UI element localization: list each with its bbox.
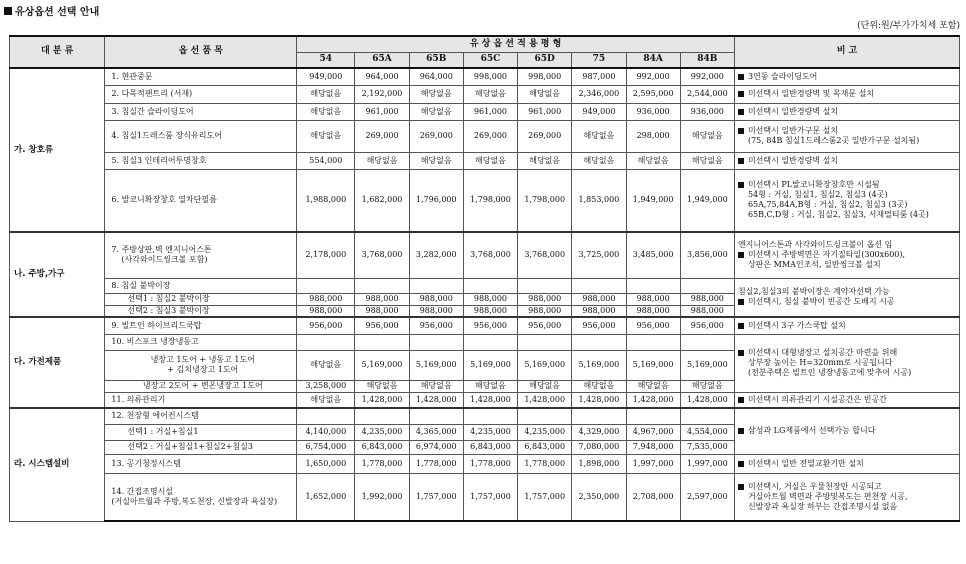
- page-title-text: 유상옵션 선택 안내: [15, 7, 100, 18]
- price-cell: 1,778,000: [518, 454, 572, 473]
- square-bullet-icon: [738, 158, 744, 164]
- square-bullet-icon: [738, 397, 744, 403]
- header-type: 54: [297, 53, 355, 69]
- price-cell: 1,428,000: [355, 392, 409, 408]
- note-cell: [734, 232, 959, 278]
- category-cell: 다. 가전제품: [10, 317, 105, 408]
- price-cell: 해당없음: [297, 85, 355, 103]
- note-cell: [734, 85, 959, 103]
- note-text: 신발장과 욕실장 하부는 간접조명시설 없음: [747, 501, 898, 511]
- item-label-text: + 김치냉장고 1도어: [167, 365, 239, 374]
- price-cell: 3,768,000: [463, 232, 517, 278]
- price-cell: 3,282,000: [409, 232, 463, 278]
- price-cell: 988,000: [518, 293, 572, 305]
- price-cell: 1,428,000: [518, 392, 572, 408]
- price-cell: 해당없음: [355, 380, 409, 392]
- price-cell: 2,544,000: [680, 85, 734, 103]
- item-label-text: (거실아트월과 주방,복도천장, 신발장과 욕실장): [111, 496, 278, 506]
- square-bullet-icon: [738, 323, 744, 329]
- table-row: [10, 85, 960, 103]
- note-text: 미선택시 주방벽면은 자기질타일(300x600),: [747, 250, 906, 260]
- price-cell: 998,000: [463, 68, 517, 85]
- price-cell: 5,169,000: [626, 350, 680, 380]
- price-cell: 해당없음: [297, 103, 355, 120]
- price-cell: 2,192,000: [355, 85, 409, 103]
- price-cell: 5,169,000: [572, 350, 626, 380]
- price-cell: 2,708,000: [626, 473, 680, 521]
- price-cell: 1,682,000: [355, 169, 409, 232]
- price-cell: 3,768,000: [518, 232, 572, 278]
- price-cell: 1,428,000: [409, 392, 463, 408]
- price-cell: 1,428,000: [463, 392, 517, 408]
- item-label: 13. 공기청정시스템: [105, 454, 297, 473]
- price-cell: 992,000: [680, 68, 734, 85]
- price-cell: 4,235,000: [463, 424, 517, 440]
- price-cell: 1,796,000: [409, 169, 463, 232]
- item-label: 6. 발코니확장창호 열차단필름: [105, 169, 297, 232]
- item-label-text: 냉장고 1도어 + 냉동고 1도어: [150, 355, 255, 364]
- price-cell: 해당없음: [572, 120, 626, 152]
- price-cell: 4,967,000: [626, 424, 680, 440]
- header-note: 비 고: [734, 36, 959, 68]
- price-cell: 1,898,000: [572, 454, 626, 473]
- price-cell: 4,329,000: [572, 424, 626, 440]
- square-bullet-icon: [738, 128, 744, 134]
- price-cell: 2,350,000: [572, 473, 626, 521]
- note-text: 삼성과 LG제품에서 선택가능 합니다: [747, 426, 876, 436]
- price-cell: 4,235,000: [355, 424, 409, 440]
- price-cell: 956,000: [626, 317, 680, 334]
- header-category: 대 분 류: [10, 36, 105, 68]
- note-text: 미선택시 일반가구문 설치: [747, 126, 839, 135]
- price-cell: 5,169,000: [463, 350, 517, 380]
- table-row: [10, 473, 960, 521]
- table-row: [10, 232, 960, 278]
- price-cell: 해당없음: [355, 152, 409, 169]
- price-cell: 936,000: [680, 103, 734, 120]
- square-bullet-icon: [738, 182, 744, 188]
- table-row: [10, 152, 960, 169]
- price-cell: 988,000: [463, 305, 517, 317]
- price-cell: 1,778,000: [355, 454, 409, 473]
- price-cell: 998,000: [518, 68, 572, 85]
- price-cell: 3,258,000: [297, 380, 355, 392]
- item-label: [105, 473, 297, 521]
- square-bullet-icon: [738, 299, 744, 305]
- note-text: 미선택시, 침실 붙박이 빈공간 도배지 시공: [747, 297, 895, 307]
- price-cell: 6,974,000: [409, 440, 463, 454]
- table-row: [10, 454, 960, 473]
- price-cell: 3,856,000: [680, 232, 734, 278]
- category-cell: 나. 주방,가구: [10, 232, 105, 317]
- table-row: [10, 408, 960, 424]
- item-label: 12. 천장형 에어컨시스템: [105, 408, 297, 424]
- item-label: 3. 침실간 슬라이딩도어: [105, 103, 297, 120]
- price-cell: 992,000: [626, 68, 680, 85]
- price-cell: 1,798,000: [518, 169, 572, 232]
- price-cell: 956,000: [680, 317, 734, 334]
- note-cell: [734, 103, 959, 120]
- price-cell: 2,346,000: [572, 85, 626, 103]
- price-cell: 4,554,000: [680, 424, 734, 440]
- price-cell: 6,843,000: [518, 440, 572, 454]
- price-cell: 964,000: [355, 68, 409, 85]
- header-type: 75: [572, 53, 626, 69]
- square-bullet-icon: [738, 428, 744, 434]
- table-row: [10, 278, 960, 293]
- table-row: [10, 120, 960, 152]
- price-cell: 2,178,000: [297, 232, 355, 278]
- note-text: 미선택시 일반경량벽 및 목재문 설치: [747, 89, 875, 98]
- price-cell: 269,000: [409, 120, 463, 152]
- price-cell: 988,000: [297, 293, 355, 305]
- price-cell: 해당없음: [680, 120, 734, 152]
- price-cell: 7,948,000: [626, 440, 680, 454]
- price-cell: 해당없음: [409, 152, 463, 169]
- price-cell: 554,000: [297, 152, 355, 169]
- item-label: 9. 빌트인 하이브리드쿡탑: [105, 317, 297, 334]
- price-cell: 956,000: [518, 317, 572, 334]
- price-cell: 해당없음: [409, 85, 463, 103]
- price-cell: 269,000: [463, 120, 517, 152]
- header-type: 65A: [355, 53, 409, 69]
- unit-note: (단위:원/부가가치세 포함): [857, 21, 960, 31]
- item-label-text: 7. 주방상판,벽 엔지니어스톤: [111, 245, 212, 255]
- price-cell: 해당없음: [572, 152, 626, 169]
- price-cell: 1,997,000: [680, 454, 734, 473]
- price-cell: 1,778,000: [463, 454, 517, 473]
- note-text: 상부장 높이는 H=320mm로 시공됩니다: [747, 358, 893, 367]
- price-cell: 988,000: [409, 305, 463, 317]
- price-cell: 988,000: [409, 293, 463, 305]
- price-cell: 해당없음: [518, 85, 572, 103]
- header-type: 65B: [409, 53, 463, 69]
- note-cell: [734, 392, 959, 408]
- price-cell: 해당없음: [518, 152, 572, 169]
- note-text: 거실아트월 벽면과 주방및복도는 편천장 시공,: [747, 491, 908, 501]
- price-cell: 해당없음: [680, 380, 734, 392]
- price-cell: 해당없음: [297, 120, 355, 152]
- note-text: (75, 84B 침실1드레스룸2곳 일반가구문 설치됨): [747, 136, 920, 145]
- price-cell: 5,169,000: [518, 350, 572, 380]
- item-label: 2. 다목적팬트리 (서재): [105, 85, 297, 103]
- price-cell: 해당없음: [409, 103, 463, 120]
- header-type: 65D: [518, 53, 572, 69]
- price-cell: 해당없음: [572, 380, 626, 392]
- item-label-text: 14. 간접조명시설: [111, 486, 174, 496]
- price-cell: 961,000: [518, 103, 572, 120]
- item-label: [105, 350, 297, 380]
- item-label: [105, 232, 297, 278]
- price-cell: 988,000: [572, 305, 626, 317]
- note-cell: [734, 454, 959, 473]
- square-bullet-icon: [738, 484, 744, 490]
- note-text: 미선택시 3구 가스쿡탑 설치: [747, 320, 846, 330]
- price-cell: 1,798,000: [463, 169, 517, 232]
- note-cell: [734, 317, 959, 334]
- price-cell: 해당없음: [463, 85, 517, 103]
- note-text: 미선택시 의류관리기 시설공간은 빈공간: [747, 394, 887, 404]
- table-row: [10, 68, 960, 85]
- price-cell: 949,000: [297, 68, 355, 85]
- price-cell: 956,000: [409, 317, 463, 334]
- price-cell: 1,949,000: [680, 169, 734, 232]
- price-cell: 6,843,000: [355, 440, 409, 454]
- price-cell: 936,000: [626, 103, 680, 120]
- price-cell: 3,485,000: [626, 232, 680, 278]
- item-label: 10. 비스포크 냉장냉동고: [105, 334, 297, 350]
- price-cell: 3,725,000: [572, 232, 626, 278]
- price-cell: 해당없음: [626, 380, 680, 392]
- price-cell: 956,000: [355, 317, 409, 334]
- note-text: 미선택시 일반경량벽 설치: [747, 106, 839, 116]
- price-cell: 956,000: [572, 317, 626, 334]
- item-label: 선택1 : 거실+침실1: [105, 424, 297, 440]
- item-label: 5. 침실3 인테리어투명창호: [105, 152, 297, 169]
- price-cell: 5,169,000: [355, 350, 409, 380]
- price-cell: 해당없음: [409, 380, 463, 392]
- price-cell: 해당없음: [626, 152, 680, 169]
- header-type-group: 유 상 옵 션 적 용 평 형: [297, 36, 735, 53]
- note-text: 미선택시 대형냉장고 설치공간 마련을 위해: [747, 348, 898, 357]
- price-cell: 1,778,000: [409, 454, 463, 473]
- table-row: [10, 169, 960, 232]
- price-cell: 956,000: [463, 317, 517, 334]
- table-row: [10, 392, 960, 408]
- price-cell: 1,992,000: [355, 473, 409, 521]
- note-cell: [734, 278, 959, 317]
- item-label: 선택2 : 거실+침실1+침실2+침실3: [105, 440, 297, 454]
- price-cell: 해당없음: [297, 350, 355, 380]
- item-label: 냉장고 2도어 + 변온냉장고 1도어: [105, 380, 297, 392]
- price-cell: 5,169,000: [680, 350, 734, 380]
- item-label: 선택1 : 침실2 붙박이장: [105, 293, 297, 305]
- square-bullet-icon: [738, 74, 744, 80]
- price-cell: 해당없음: [680, 152, 734, 169]
- price-cell: 6,754,000: [297, 440, 355, 454]
- header-item: 옵 선 품 목: [105, 36, 297, 68]
- item-label: 4. 침실1드레스룸 장식유리도어: [105, 120, 297, 152]
- note-text: 3연동 슬라이딩도어: [747, 71, 818, 81]
- price-cell: 988,000: [680, 305, 734, 317]
- category-cell: 라. 시스템설비: [10, 408, 105, 521]
- note-cell: [734, 68, 959, 85]
- note-cell: [734, 408, 959, 454]
- price-cell: 7,535,000: [680, 440, 734, 454]
- price-cell: 해당없음: [463, 380, 517, 392]
- price-cell: 4,140,000: [297, 424, 355, 440]
- option-price-table: [9, 35, 960, 522]
- note-text: 65A,75,84A,B형 : 거실, 침실2, 침실3 (3곳): [747, 200, 908, 210]
- table-row: [10, 334, 960, 350]
- header-type: 84A: [626, 53, 680, 69]
- price-cell: 1,988,000: [297, 169, 355, 232]
- note-text: 침실2,침실3의 붙박이장은 계약자선택 가능: [737, 287, 890, 297]
- note-text: 65B,C,D형 : 거실, 침실2, 침실3, 서재멀티룸 (4곳): [747, 210, 929, 220]
- price-cell: 956,000: [297, 317, 355, 334]
- price-cell: 해당없음: [463, 152, 517, 169]
- price-cell: 1,757,000: [518, 473, 572, 521]
- item-label: 11. 의류관리기: [105, 392, 297, 408]
- price-cell: 988,000: [355, 293, 409, 305]
- note-cell: [734, 169, 959, 232]
- price-cell: 961,000: [463, 103, 517, 120]
- square-bullet-icon: [738, 91, 744, 97]
- note-text: 미선택시, 거실은 우물천장만 시공되고: [747, 481, 882, 491]
- note-text: 상판은 MMA인조석, 일반씽크볼 설치: [747, 260, 881, 270]
- price-cell: 2,597,000: [680, 473, 734, 521]
- price-cell: 1,949,000: [626, 169, 680, 232]
- item-label-text: (사각와이드씽크볼 포함): [121, 255, 208, 265]
- price-cell: 2,595,000: [626, 85, 680, 103]
- price-cell: 7,080,000: [572, 440, 626, 454]
- price-cell: 1,428,000: [572, 392, 626, 408]
- item-label: 선택2 : 침실3 붙박이장: [105, 305, 297, 317]
- item-label: 1. 현관중문: [105, 68, 297, 85]
- price-cell: 298,000: [626, 120, 680, 152]
- price-cell: 1,997,000: [626, 454, 680, 473]
- price-cell: 988,000: [355, 305, 409, 317]
- price-cell: 1,428,000: [680, 392, 734, 408]
- note-text: 54형 : 거실, 침실1, 침실2, 침실3 (4곳): [747, 190, 888, 200]
- note-cell: [734, 334, 959, 392]
- price-cell: 988,000: [297, 305, 355, 317]
- price-cell: 988,000: [572, 293, 626, 305]
- price-cell: 1,650,000: [297, 454, 355, 473]
- note-text: 미선택시 일반 전열교환기만 설치: [747, 458, 864, 468]
- price-cell: 269,000: [355, 120, 409, 152]
- note-text: 미선택시 PL발코니확장창호만 시설됨: [747, 180, 880, 190]
- price-cell: 988,000: [463, 293, 517, 305]
- price-cell: 1,853,000: [572, 169, 626, 232]
- table-row: [10, 317, 960, 334]
- price-cell: 해당없음: [518, 380, 572, 392]
- price-cell: 988,000: [626, 293, 680, 305]
- item-label: 8. 침실 붙박이장: [105, 278, 297, 293]
- note-cell: [734, 152, 959, 169]
- note-cell: [734, 120, 959, 152]
- table-row: [10, 103, 960, 120]
- price-cell: 해당없음: [297, 392, 355, 408]
- square-bullet-icon: [738, 252, 744, 258]
- note-text: 미선택시 일반경량벽 설치: [747, 155, 839, 165]
- price-cell: 1,652,000: [297, 473, 355, 521]
- price-cell: 1,757,000: [463, 473, 517, 521]
- note-cell: [734, 473, 959, 521]
- page-title: [4, 3, 99, 18]
- price-cell: 988,000: [680, 293, 734, 305]
- category-cell: 가. 창호류: [10, 68, 105, 232]
- square-bullet-icon: [4, 7, 12, 15]
- price-cell: 987,000: [572, 68, 626, 85]
- price-cell: 1,428,000: [626, 392, 680, 408]
- price-cell: 1,757,000: [409, 473, 463, 521]
- price-cell: 988,000: [518, 305, 572, 317]
- square-bullet-icon: [738, 350, 744, 356]
- price-cell: 4,235,000: [518, 424, 572, 440]
- price-cell: 4,365,000: [409, 424, 463, 440]
- note-text: (전분주택은 빌트인 냉장냉동고에 맞추어 시공): [747, 368, 912, 377]
- price-cell: 269,000: [518, 120, 572, 152]
- square-bullet-icon: [738, 461, 744, 467]
- price-cell: 949,000: [572, 103, 626, 120]
- note-text: 엔지니어스톤과 사각와이드싱크볼이 옵션 임: [737, 240, 893, 250]
- price-cell: 6,843,000: [463, 440, 517, 454]
- price-cell: 961,000: [355, 103, 409, 120]
- price-cell: 3,768,000: [355, 232, 409, 278]
- price-cell: 5,169,000: [409, 350, 463, 380]
- square-bullet-icon: [738, 109, 744, 115]
- header-type: 65C: [463, 53, 517, 69]
- price-cell: 964,000: [409, 68, 463, 85]
- price-cell: 988,000: [626, 305, 680, 317]
- header-type: 84B: [680, 53, 734, 69]
